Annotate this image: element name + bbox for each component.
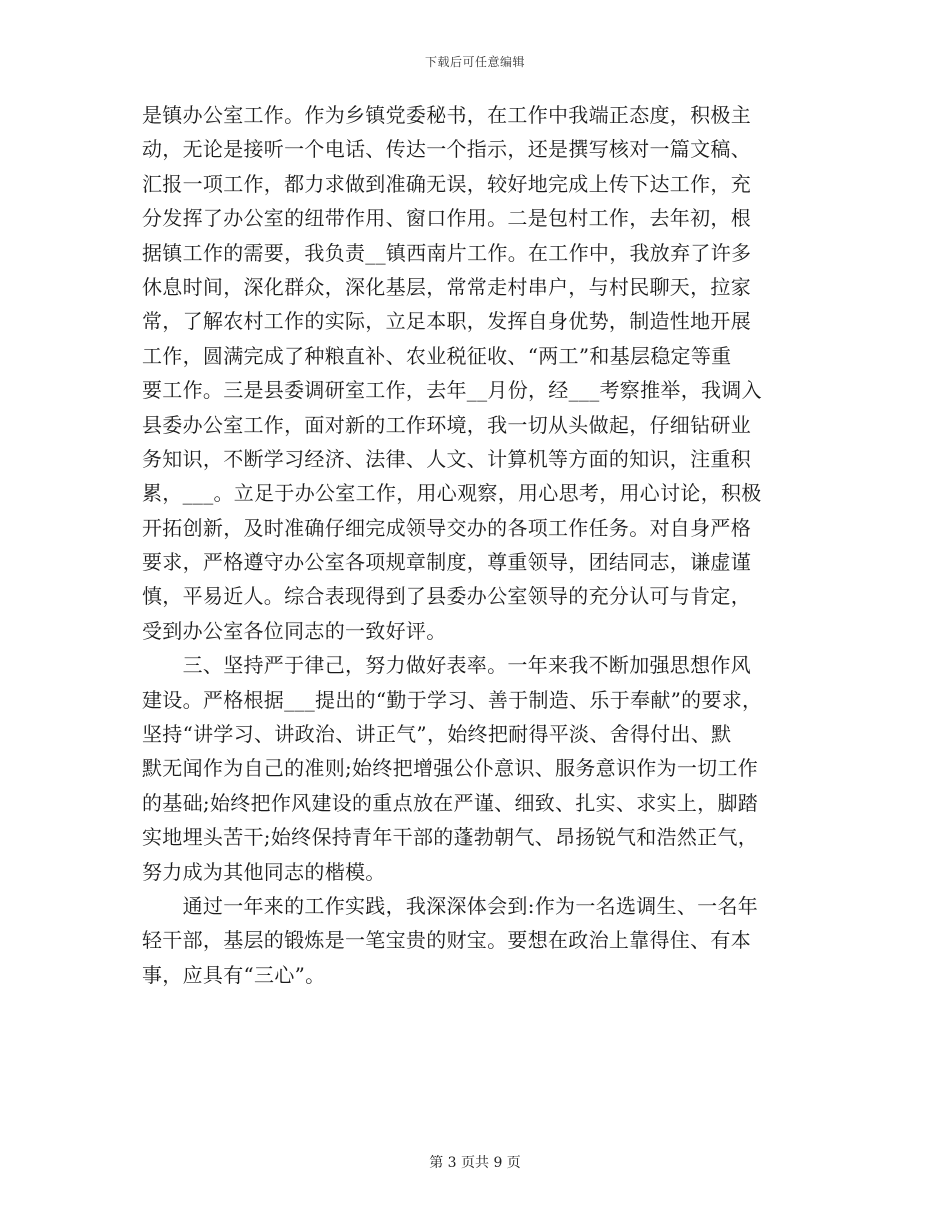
- text-line: 县委办公室工作，面对新的工作环境，我一切从头做起，仔细钻研业: [142, 412, 751, 437]
- text-line: 的基础;始终把作风建设的重点放在严谨、细致、扎实、求实上，脚踏: [142, 790, 759, 815]
- text-line: 三、坚持严于律己，努力做好表率。一年来我不断加强思想作风: [142, 653, 751, 678]
- text-line: 努力成为其他同志的楷模。: [142, 859, 386, 884]
- text-line: 受到办公室各位同志的一致好评。: [142, 618, 447, 643]
- text-line: 建设。严格根据___提出的“勤于学习、善于制造、乐于奉献”的要求，: [142, 687, 763, 712]
- text-line: 据镇工作的需要，我负责__镇西南片工作。在工作中，我放弃了许多: [142, 240, 752, 265]
- page-number-footer: 第 3 页共 9 页: [429, 1155, 521, 1171]
- text-line: 默无闻作为自己的准则;始终把增强公仆意识、服务意识作为一切工作: [142, 756, 759, 781]
- text-line: 常，了解农村工作的实际，立足本职，发挥自身优势，制造性地开展: [142, 309, 751, 334]
- text-line: 要求，严格遵守办公室各项规章制度，尊重领导，团结同志，谦虚谨: [142, 550, 751, 575]
- text-line: 累，___。立足于办公室工作，用心观察，用心思考，用心讨论，积极: [142, 481, 762, 506]
- document-body: [142, 98, 814, 992]
- text-line: 工作，圆满完成了种粮直补、农业税征收、“两工”和基层稳定等重: [142, 343, 732, 368]
- text-line: 通过一年来的工作实践，我深深体会到:作为一名选调生、一名年: [142, 893, 759, 918]
- text-line: 休息时间，深化群众，深化基层，常常走村串户，与村民聊天，拉家: [142, 274, 751, 299]
- text-line: 要工作。三是县委调研室工作，去年__月份，经___考察推举，我调入: [142, 378, 762, 403]
- text-line: 轻干部，基层的锻炼是一笔宝贵的财宝。要想在政治上靠得住、有本: [142, 928, 751, 953]
- text-line: 务知识，不断学习经济、法律、人文、计算机等方面的知识，注重积: [142, 446, 751, 471]
- text-line: 汇报一项工作，都力求做到准确无误，较好地完成上传下达工作，充: [142, 171, 751, 196]
- text-line: 事，应具有“三心”。: [142, 962, 326, 987]
- text-line: 动，无论是接听一个电话、传达一个指示，还是撰写核对一篇文稿、: [142, 137, 751, 162]
- text-line: 坚持“讲学习、讲政治、讲正气”，始终把耐得平淡、舍得付出、默: [142, 722, 732, 747]
- text-line: 是镇办公室工作。作为乡镇党委秘书，在工作中我端正态度，积极主: [142, 103, 751, 127]
- text-line: 分发挥了办公室的纽带作用、窗口作用。二是包村工作，去年初，根: [142, 206, 751, 231]
- text-line: 开拓创新，及时准确仔细完成领导交办的各项工作任务。对自身严格: [142, 515, 751, 540]
- page-header: 下载后可任意编辑: [424, 55, 525, 69]
- text-line: 慎，平易近人。综合表现得到了县委办公室领导的充分认可与肯定，: [142, 584, 751, 609]
- text-line: 实地埋头苦干;始终保持青年干部的蓬勃朝气、昂扬锐气和浩然正气，: [142, 825, 759, 850]
